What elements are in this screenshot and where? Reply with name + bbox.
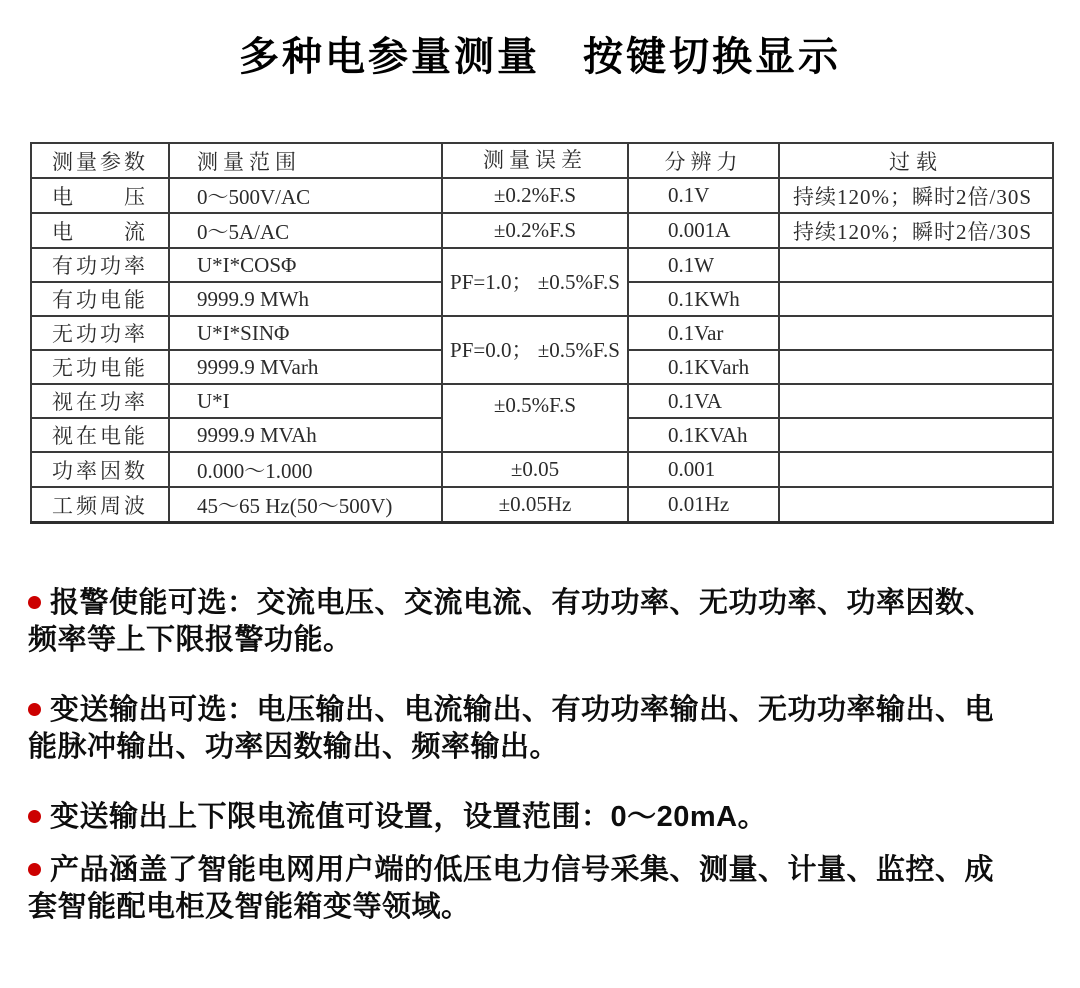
resolution-cell: 0.1KVarh (628, 350, 779, 384)
bullet-text: 产品涵盖了智能电网用户端的低压电力信号采集、测量、计量、监控、成 (50, 854, 995, 886)
table-header-row (31, 143, 1053, 178)
table-row-frequency (31, 487, 1053, 523)
bullet-text: 变送输出可选：电压输出、电流输出、有功功率输出、无功功率输出、电 (50, 694, 995, 726)
param-cell: 有功电能 (31, 282, 169, 316)
overload-cell-empty (779, 452, 1053, 487)
range-cell: 45～65 Hz(50～500V) (169, 487, 442, 523)
bullet-item-transmit-output (28, 692, 1052, 766)
bullet-line (28, 622, 1052, 659)
table-row-active-power (31, 248, 1053, 282)
bullet-dot-icon (28, 596, 41, 609)
range-cell: 0～500V/AC (169, 178, 442, 213)
error-cell-merged: PF=0.0； ±0.5%F.S (442, 316, 628, 384)
range-cell: 9999.9 MVAh (169, 418, 442, 452)
resolution-cell: 0.001 (628, 452, 779, 487)
overload-cell-empty (779, 384, 1053, 418)
overload-cell-empty (779, 282, 1053, 316)
bullet-text: 频率等上下限报警功能。 (28, 624, 353, 656)
overload-cell-empty (779, 316, 1053, 350)
error-cell: ±0.2%F.S (442, 213, 628, 248)
resolution-cell: 0.1V (628, 178, 779, 213)
bullet-text: 报警使能可选：交流电压、交流电流、有功功率、无功功率、功率因数、 (50, 587, 995, 619)
param-cell: 工频周波 (31, 487, 169, 523)
bullet-line (28, 889, 1052, 926)
spec-table (30, 142, 1054, 524)
bullet-line (28, 852, 1052, 889)
resolution-cell: 0.1W (628, 248, 779, 282)
bullet-item-current-range (28, 799, 1052, 836)
error-cell: ±0.2%F.S (442, 178, 628, 213)
bullet-text: 能脉冲输出、功率因数输出、频率输出。 (28, 731, 560, 763)
overload-cell-empty (779, 487, 1053, 523)
overload-cell-empty (779, 418, 1053, 452)
bullet-item-alarm (28, 585, 1052, 659)
error-cell-merged: ±0.5%F.S (442, 384, 628, 452)
range-cell: 0.000～1.000 (169, 452, 442, 487)
bullet-dot-icon (28, 703, 41, 716)
bullet-text: 套智能配电柜及智能箱变等领域。 (28, 891, 471, 923)
range-cell: 9999.9 MWh (169, 282, 442, 316)
bullet-dot-icon (28, 863, 41, 876)
bullet-item-application (28, 852, 1052, 926)
overload-cell: 持续120%；瞬时2倍/30S (779, 213, 1053, 248)
param-cell: 功率因数 (31, 452, 169, 487)
table-row-current (31, 213, 1053, 248)
range-cell: U*I*COSΦ (169, 248, 442, 282)
param-cell: 视在电能 (31, 418, 169, 452)
header-cell-resolution: 分辨力 (628, 143, 779, 178)
table-row-reactive-power (31, 316, 1053, 350)
param-cell: 电 压 (31, 178, 169, 213)
bullet-line (28, 692, 1052, 729)
overload-cell-empty (779, 248, 1053, 282)
table-row-apparent-power (31, 384, 1053, 418)
param-cell: 有功功率 (31, 248, 169, 282)
resolution-cell: 0.1Var (628, 316, 779, 350)
param-cell: 电 流 (31, 213, 169, 248)
bullet-line (28, 585, 1052, 622)
overload-cell: 持续120%；瞬时2倍/30S (779, 178, 1053, 213)
param-cell: 视在功率 (31, 384, 169, 418)
header-cell-overload: 过载 (779, 143, 1053, 178)
feature-bullets (28, 585, 1052, 926)
table-row-power-factor (31, 452, 1053, 487)
overload-cell-empty (779, 350, 1053, 384)
error-cell: ±0.05 (442, 452, 628, 487)
page-title: 多种电参量测量 按键切换显示 (239, 35, 841, 79)
range-cell: U*I*SINΦ (169, 316, 442, 350)
bullet-line (28, 729, 1052, 766)
param-cell: 无功电能 (31, 350, 169, 384)
resolution-cell: 0.01Hz (628, 487, 779, 523)
bullet-text: 变送输出上下限电流值可设置，设置范围：0～20mA。 (50, 801, 768, 833)
resolution-cell: 0.1KVAh (628, 418, 779, 452)
header-cell-range: 测量范围 (169, 143, 442, 178)
header-cell-error: 测量误差 (442, 143, 628, 178)
error-cell: ±0.05Hz (442, 487, 628, 523)
header-cell-param: 测量参数 (31, 143, 169, 178)
resolution-cell: 0.1VA (628, 384, 779, 418)
range-cell: 9999.9 MVarh (169, 350, 442, 384)
resolution-cell: 0.1KWh (628, 282, 779, 316)
bullet-dot-icon (28, 810, 41, 823)
resolution-cell: 0.001A (628, 213, 779, 248)
param-cell: 无功功率 (31, 316, 169, 350)
range-cell: 0～5A/AC (169, 213, 442, 248)
table-row-voltage (31, 178, 1053, 213)
range-cell: U*I (169, 384, 442, 418)
error-cell-merged: PF=1.0； ±0.5%F.S (442, 248, 628, 316)
bullet-line (28, 799, 1052, 836)
